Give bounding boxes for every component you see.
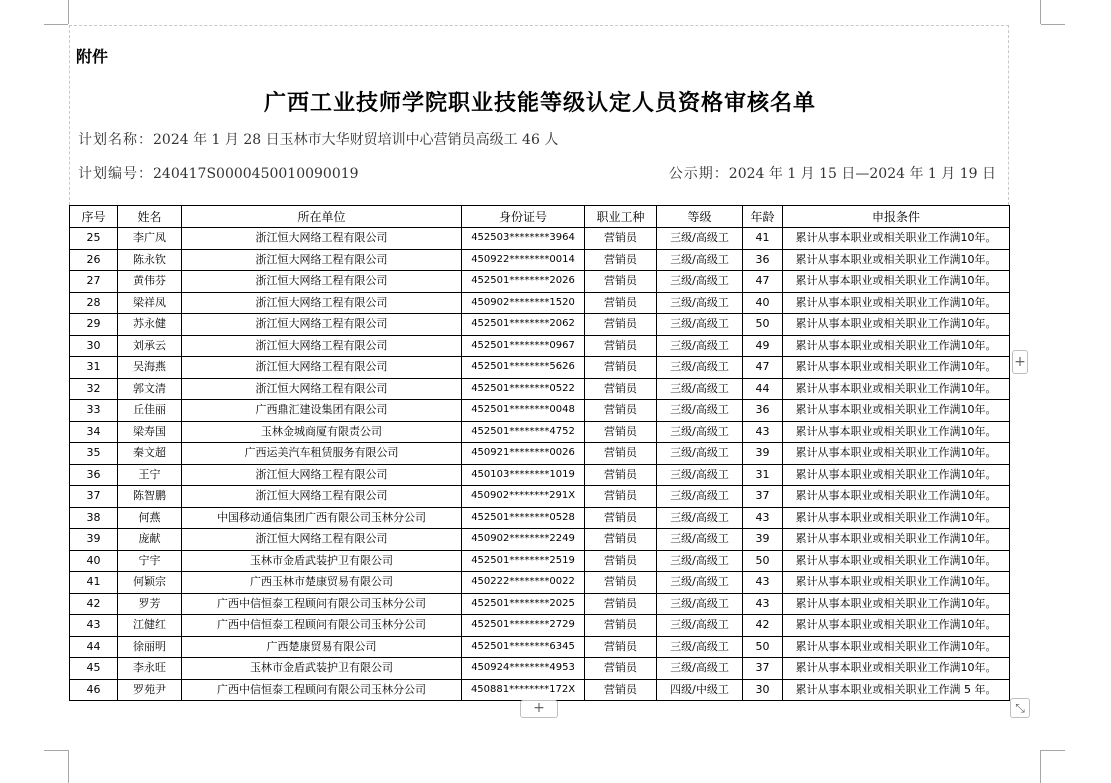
cell-employer: 广西中信恒泰工程顾问有限公司玉林分公司 [182,593,462,615]
cell-occupation: 营销员 [585,636,657,658]
header-level: 等级 [657,206,743,228]
cell-seq: 37 [70,486,118,508]
cell-seq: 33 [70,400,118,422]
cell-condition: 累计从事本职业或相关职业工作满10年。 [783,593,1010,615]
cell-condition: 累计从事本职业或相关职业工作满10年。 [783,271,1010,293]
cell-age: 37 [743,658,783,680]
cell-occupation: 营销员 [585,593,657,615]
table-row [70,529,1010,551]
cell-name: 何颖宗 [118,572,182,594]
cell-occupation: 营销员 [585,679,657,701]
add-column-button[interactable]: + [1012,350,1028,374]
table-row [70,550,1010,572]
page-corner-mark [68,0,69,24]
cell-employer: 广西鼎汇建设集团有限公司 [182,400,462,422]
cell-condition: 累计从事本职业或相关职业工作满10年。 [783,636,1010,658]
cell-age: 31 [743,464,783,486]
cell-condition: 累计从事本职业或相关职业工作满10年。 [783,378,1010,400]
cell-condition: 累计从事本职业或相关职业工作满10年。 [783,335,1010,357]
cell-age: 43 [743,507,783,529]
cell-seq: 42 [70,593,118,615]
cell-seq: 45 [70,658,118,680]
cell-condition: 累计从事本职业或相关职业工作满10年。 [783,357,1010,379]
cell-employer: 广西中信恒泰工程顾问有限公司玉林分公司 [182,679,462,701]
cell-condition: 累计从事本职业或相关职业工作满10年。 [783,464,1010,486]
table-row [70,486,1010,508]
cell-employer: 广西玉林市楚康贸易有限公司 [182,572,462,594]
table-row [70,443,1010,465]
cell-id-number: 452501********6345 [462,636,585,658]
cell-age: 47 [743,271,783,293]
cell-level: 三级/高级工 [657,529,743,551]
header-seq: 序号 [70,206,118,228]
cell-occupation: 营销员 [585,378,657,400]
cell-level: 三级/高级工 [657,658,743,680]
cell-seq: 25 [70,228,118,250]
cell-employer: 广西楚康贸易有限公司 [182,636,462,658]
cell-condition: 累计从事本职业或相关职业工作满10年。 [783,529,1010,551]
table-row [70,421,1010,443]
cell-employer: 浙江恒大网络工程有限公司 [182,486,462,508]
cell-seq: 27 [70,271,118,293]
cell-employer: 玉林金城商厦有限责公司 [182,421,462,443]
cell-employer: 浙江恒大网络工程有限公司 [182,271,462,293]
page-corner-mark [68,750,69,783]
plan-name-line [78,129,558,149]
page-corner-mark [1041,750,1065,751]
cell-condition: 累计从事本职业或相关职业工作满10年。 [783,443,1010,465]
cell-age: 30 [743,679,783,701]
cell-employer: 浙江恒大网络工程有限公司 [182,228,462,250]
cell-level: 三级/高级工 [657,271,743,293]
cell-seq: 40 [70,550,118,572]
cell-level: 三级/高级工 [657,593,743,615]
cell-id-number: 450902********291X [462,486,585,508]
cell-condition: 累计从事本职业或相关职业工作满 5 年。 [783,679,1010,701]
cell-name: 王宁 [118,464,182,486]
cell-id-number: 452501********2519 [462,550,585,572]
cell-condition: 累计从事本职业或相关职业工作满10年。 [783,507,1010,529]
cell-name: 陈智鹏 [118,486,182,508]
cell-employer: 浙江恒大网络工程有限公司 [182,292,462,314]
cell-name: 秦文超 [118,443,182,465]
cell-age: 50 [743,314,783,336]
table-row [70,357,1010,379]
cell-name: 徐丽明 [118,636,182,658]
cell-id-number: 450924********4953 [462,658,585,680]
cell-occupation: 营销员 [585,228,657,250]
cell-age: 39 [743,529,783,551]
cell-employer: 浙江恒大网络工程有限公司 [182,357,462,379]
cell-condition: 累计从事本职业或相关职业工作满10年。 [783,421,1010,443]
table-row [70,378,1010,400]
cell-employer: 浙江恒大网络工程有限公司 [182,249,462,271]
cell-employer: 浙江恒大网络工程有限公司 [182,378,462,400]
cell-employer: 玉林市金盾武装护卫有限公司 [182,658,462,680]
cell-id-number: 452503********3964 [462,228,585,250]
cell-seq: 29 [70,314,118,336]
cell-age: 40 [743,292,783,314]
cell-age: 43 [743,421,783,443]
cell-name: 陈永钦 [118,249,182,271]
cell-occupation: 营销员 [585,658,657,680]
cell-occupation: 营销员 [585,529,657,551]
cell-id-number: 450902********1520 [462,292,585,314]
header-age: 年龄 [743,206,783,228]
cell-condition: 累计从事本职业或相关职业工作满10年。 [783,314,1010,336]
page-corner-mark [44,750,68,751]
header-name: 姓名 [118,206,182,228]
cell-level: 三级/高级工 [657,400,743,422]
cell-occupation: 营销员 [585,486,657,508]
cell-level: 三级/高级工 [657,378,743,400]
header-employer: 所在单位 [182,206,462,228]
add-row-button[interactable]: + [520,700,558,718]
cell-id-number: 450103********1019 [462,464,585,486]
cell-id-number: 452501********2025 [462,593,585,615]
table-row [70,615,1010,637]
cell-seq: 44 [70,636,118,658]
cell-seq: 43 [70,615,118,637]
page-corner-mark [44,24,68,25]
cell-seq: 31 [70,357,118,379]
table-row [70,271,1010,293]
cell-occupation: 营销员 [585,572,657,594]
table-body [70,228,1010,701]
cell-level: 三级/高级工 [657,486,743,508]
cell-seq: 46 [70,679,118,701]
cell-seq: 26 [70,249,118,271]
cell-level: 三级/高级工 [657,292,743,314]
publicity-label: 公示期： [668,166,729,182]
cell-condition: 累计从事本职业或相关职业工作满10年。 [783,550,1010,572]
table-row [70,335,1010,357]
cell-name: 罗苑尹 [118,679,182,701]
cell-seq: 36 [70,464,118,486]
cell-condition: 累计从事本职业或相关职业工作满10年。 [783,292,1010,314]
cell-id-number: 450222********0022 [462,572,585,594]
cell-occupation: 营销员 [585,464,657,486]
cell-id-number: 450922********0014 [462,249,585,271]
cell-level: 三级/高级工 [657,335,743,357]
cell-level: 三级/高级工 [657,464,743,486]
cell-age: 36 [743,249,783,271]
cell-occupation: 营销员 [585,271,657,293]
cell-id-number: 450902********2249 [462,529,585,551]
cell-seq: 35 [70,443,118,465]
cell-level: 三级/高级工 [657,357,743,379]
cell-name: 何燕 [118,507,182,529]
plan-name: 2024 年 1 月 28 日玉林市大华财贸培训中心营销员高级工 46 人 [153,132,559,148]
cell-employer: 广西运美汽车租赁服务有限公司 [182,443,462,465]
cell-name: 宁宇 [118,550,182,572]
cell-seq: 39 [70,529,118,551]
cell-level: 四级/中级工 [657,679,743,701]
cell-name: 黄伟芬 [118,271,182,293]
cell-age: 41 [743,228,783,250]
cell-name: 庞献 [118,529,182,551]
cell-level: 三级/高级工 [657,572,743,594]
cell-id-number: 450921********0026 [462,443,585,465]
cell-level: 三级/高级工 [657,507,743,529]
plan-name-label: 计划名称： [78,132,153,148]
cell-age: 39 [743,443,783,465]
table-row [70,658,1010,680]
header-id-number: 身份证号 [462,206,585,228]
cell-name: 吴海燕 [118,357,182,379]
plan-number: 240417S0000450010090019 [153,166,359,182]
cell-age: 43 [743,593,783,615]
cell-age: 37 [743,486,783,508]
cell-condition: 累计从事本职业或相关职业工作满10年。 [783,658,1010,680]
cell-occupation: 营销员 [585,443,657,465]
table-row [70,292,1010,314]
cell-level: 三级/高级工 [657,314,743,336]
cell-id-number: 452501********4752 [462,421,585,443]
cell-occupation: 营销员 [585,292,657,314]
cell-name: 罗芳 [118,593,182,615]
cell-name: 李广凤 [118,228,182,250]
cell-id-number: 452501********2062 [462,314,585,336]
cell-level: 三级/高级工 [657,550,743,572]
cell-employer: 玉林市金盾武装护卫有限公司 [182,550,462,572]
cell-name: 梁祥凤 [118,292,182,314]
cell-condition: 累计从事本职业或相关职业工作满10年。 [783,615,1010,637]
cell-name: 刘承云 [118,335,182,357]
cell-age: 43 [743,572,783,594]
cell-age: 50 [743,550,783,572]
cell-name: 郭文清 [118,378,182,400]
page-corner-mark [1040,0,1041,24]
cell-occupation: 营销员 [585,335,657,357]
cell-name: 苏永健 [118,314,182,336]
cell-occupation: 营销员 [585,249,657,271]
cell-employer: 浙江恒大网络工程有限公司 [182,314,462,336]
cell-occupation: 营销员 [585,357,657,379]
cell-employer: 广西中信恒泰工程顾问有限公司玉林分公司 [182,615,462,637]
cell-id-number: 452501********2026 [462,271,585,293]
cell-level: 三级/高级工 [657,228,743,250]
cell-id-number: 450881********172X [462,679,585,701]
cell-occupation: 营销员 [585,314,657,336]
cell-condition: 累计从事本职业或相关职业工作满10年。 [783,228,1010,250]
table-row [70,636,1010,658]
table-row [70,572,1010,594]
cell-seq: 34 [70,421,118,443]
expand-icon[interactable]: ⤡ [1010,698,1030,718]
cell-condition: 累计从事本职业或相关职业工作满10年。 [783,572,1010,594]
cell-employer: 浙江恒大网络工程有限公司 [182,335,462,357]
table-row [70,249,1010,271]
table-row [70,314,1010,336]
cell-name: 梁寿国 [118,421,182,443]
cell-level: 三级/高级工 [657,636,743,658]
publicity-period: 2024 年 1 月 15 日—2024 年 1 月 19 日 [728,166,996,182]
cell-id-number: 452501********0528 [462,507,585,529]
cell-occupation: 营销员 [585,421,657,443]
cell-level: 三级/高级工 [657,615,743,637]
table-row [70,464,1010,486]
cell-age: 42 [743,615,783,637]
table-row [70,679,1010,701]
cell-condition: 累计从事本职业或相关职业工作满10年。 [783,400,1010,422]
publicity-period-line [669,163,996,183]
cell-employer: 中国移动通信集团广西有限公司玉林分公司 [182,507,462,529]
table-row [70,228,1010,250]
cell-seq: 41 [70,572,118,594]
cell-level: 三级/高级工 [657,249,743,271]
cell-name: 李永旺 [118,658,182,680]
cell-occupation: 营销员 [585,550,657,572]
cell-id-number: 452501********0967 [462,335,585,357]
cell-id-number: 452501********5626 [462,357,585,379]
cell-condition: 累计从事本职业或相关职业工作满10年。 [783,249,1010,271]
cell-occupation: 营销员 [585,400,657,422]
cell-name: 江健红 [118,615,182,637]
cell-employer: 浙江恒大网络工程有限公司 [182,529,462,551]
page-corner-mark [1041,24,1065,25]
attachment-label: 附件 [76,47,109,66]
cell-seq: 30 [70,335,118,357]
cell-seq: 38 [70,507,118,529]
plan-number-line [78,163,359,183]
cell-condition: 累计从事本职业或相关职业工作满10年。 [783,486,1010,508]
document-title: 广西工业技师学院职业技能等级认定人员资格审核名单 [263,90,816,116]
cell-name: 丘佳丽 [118,400,182,422]
cell-id-number: 452501********0048 [462,400,585,422]
table-row [70,593,1010,615]
cell-age: 47 [743,357,783,379]
table-row [70,507,1010,529]
cell-id-number: 452501********2729 [462,615,585,637]
header-occupation: 职业工种 [585,206,657,228]
cell-level: 三级/高级工 [657,421,743,443]
cell-age: 36 [743,400,783,422]
plan-number-label: 计划编号： [78,166,153,182]
cell-age: 50 [743,636,783,658]
table-row [70,400,1010,422]
cell-employer: 浙江恒大网络工程有限公司 [182,464,462,486]
cell-seq: 32 [70,378,118,400]
text-boundary [69,25,1009,26]
cell-age: 44 [743,378,783,400]
personnel-table [69,205,1010,701]
cell-age: 49 [743,335,783,357]
cell-id-number: 452501********0522 [462,378,585,400]
table-header-row [70,206,1010,228]
cell-level: 三级/高级工 [657,443,743,465]
cell-occupation: 营销员 [585,615,657,637]
header-condition: 申报条件 [783,206,1010,228]
page-corner-mark [1040,750,1041,783]
cell-occupation: 营销员 [585,507,657,529]
cell-seq: 28 [70,292,118,314]
